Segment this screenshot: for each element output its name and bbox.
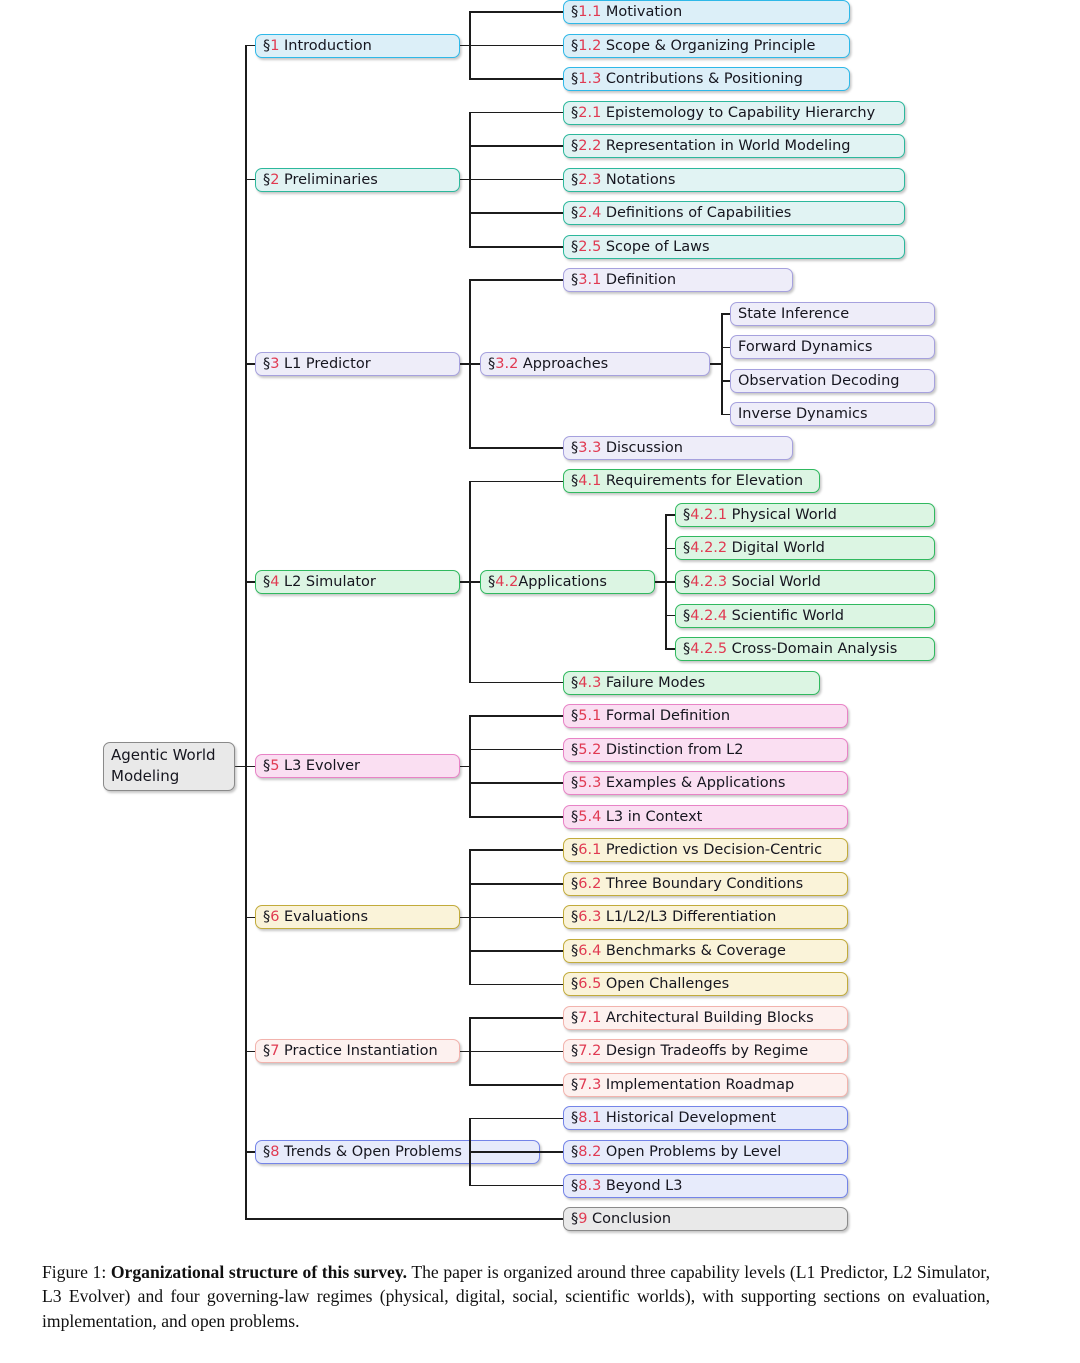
tree-connector xyxy=(470,45,563,47)
section-mark: § xyxy=(263,574,271,590)
tree-connector xyxy=(470,145,563,147)
tree-connector xyxy=(470,883,563,885)
section-number: 4.2.1 xyxy=(690,506,728,523)
section-number: 6.5 xyxy=(578,976,602,993)
section-number: 7.3 xyxy=(578,1076,602,1093)
node-title: State Inference xyxy=(738,305,850,322)
section-mark: § xyxy=(263,1043,271,1060)
node-title: Benchmarks & Coverage xyxy=(605,942,786,959)
node-title: Physical World xyxy=(731,506,837,523)
tree-connector xyxy=(722,347,730,349)
tree-connector xyxy=(666,648,675,650)
section-number: 8.3 xyxy=(578,1177,602,1194)
node-title: Contributions & Positioning xyxy=(605,71,803,88)
tree-connector xyxy=(235,766,246,768)
section-mark: § xyxy=(571,1211,579,1228)
section-mark: § xyxy=(683,574,691,590)
tree-connector xyxy=(470,481,563,483)
tree-node-5-3 xyxy=(563,771,848,795)
section-number: 4.2.4 xyxy=(690,607,728,624)
section-number: 4.1 xyxy=(578,473,602,490)
tree-node-3-3 xyxy=(563,436,793,460)
tree-node-5-1 xyxy=(563,704,848,728)
node-title: Scientific World xyxy=(731,607,844,624)
section-mark: § xyxy=(683,540,691,557)
section-mark: § xyxy=(571,138,579,155)
tree-connector xyxy=(470,950,563,952)
node-title: Failure Modes xyxy=(605,674,706,691)
tree-node-4-1 xyxy=(563,469,820,493)
section-number: 6.4 xyxy=(578,942,602,959)
tree-connector xyxy=(722,313,730,315)
section-number: 8.2 xyxy=(578,1144,602,1161)
node-title: Definitions of Capabilities xyxy=(605,205,792,222)
node-title: Observation Decoding xyxy=(738,372,900,389)
section-mark: § xyxy=(571,171,579,188)
section-mark: § xyxy=(571,741,579,758)
section-number: 1.2 xyxy=(578,37,602,54)
section-number: 5.1 xyxy=(578,708,602,725)
section-mark: § xyxy=(571,1177,579,1194)
node-title: Trends & Open Problems xyxy=(283,1144,462,1161)
node-title: Notations xyxy=(605,171,676,188)
tree-connector xyxy=(470,984,563,986)
section-mark: § xyxy=(683,641,691,658)
section-number: 4.2.2 xyxy=(690,540,728,557)
node-title: Distinction from L2 xyxy=(605,741,744,758)
tree-node-9 xyxy=(563,1207,848,1231)
section-number: 4.2.3 xyxy=(690,574,728,590)
section-mark: § xyxy=(571,775,579,792)
section-mark: § xyxy=(263,37,271,54)
node-title: Implementation Roadmap xyxy=(605,1076,795,1093)
tree-connector xyxy=(470,816,563,818)
tree-node-2 xyxy=(255,168,460,192)
tree-node-7-2 xyxy=(563,1039,848,1063)
section-number: 4 xyxy=(270,574,280,590)
tree-node-3-2 xyxy=(480,352,710,376)
tree-connector xyxy=(246,766,255,768)
section-number: 4.2 xyxy=(495,574,519,590)
node-title: L3 in Context xyxy=(605,808,703,825)
section-mark: § xyxy=(488,356,496,373)
section-number: 2.1 xyxy=(578,104,602,121)
node-title: Requirements for Elevation xyxy=(605,473,804,490)
caption-title: Organizational structure of this survey. xyxy=(110,1262,408,1282)
section-number: 2.2 xyxy=(578,138,602,155)
section-number: 6.1 xyxy=(578,842,602,859)
section-mark: § xyxy=(571,976,579,993)
tree-node-2-4 xyxy=(563,201,905,225)
tree-node-4-2 xyxy=(480,570,655,594)
tree-connector xyxy=(246,45,255,47)
section-mark: § xyxy=(571,1043,579,1060)
tree-node-forward-dynamics xyxy=(730,335,935,359)
tree-node-2-2 xyxy=(563,134,905,158)
section-number: 6.3 xyxy=(578,909,602,926)
tree-node-2-1 xyxy=(563,101,905,125)
tree-node-state-inference xyxy=(730,302,935,326)
tree-connector xyxy=(722,414,730,416)
tree-node-7 xyxy=(255,1039,460,1063)
tree-connector xyxy=(470,279,563,281)
tree-connector xyxy=(470,849,563,851)
tree-connector xyxy=(246,917,255,919)
tree-connector xyxy=(722,380,730,382)
tree-connector xyxy=(246,1051,255,1053)
section-mark: § xyxy=(263,1144,271,1161)
section-number: 5.3 xyxy=(578,775,602,792)
tree-node-6-3 xyxy=(563,905,848,929)
tree-connector xyxy=(470,1185,563,1187)
tree-connector xyxy=(470,1017,563,1019)
section-mark: § xyxy=(571,272,579,289)
tree-connector xyxy=(246,363,255,365)
node-title: Open Problems by Level xyxy=(605,1144,782,1161)
section-mark: § xyxy=(571,674,579,691)
tree-connector xyxy=(245,45,247,1220)
node-title: Applications xyxy=(518,574,607,590)
node-title: Introduction xyxy=(283,37,372,54)
tree-node-6-1 xyxy=(563,838,848,862)
section-number: 7 xyxy=(270,1043,280,1060)
section-number: 2 xyxy=(270,171,280,188)
section-number: 2.3 xyxy=(578,171,602,188)
tree-connector xyxy=(246,581,255,583)
section-mark: § xyxy=(263,356,271,373)
caption-body: The paper is organized around three capability levels (L1 Predictor, L2 Simulator, L3 Evolver) and four governing-law regimes (physical, digital, social, scientific worlds), with supporting sections on evaluation, implementation, and open problems. xyxy=(42,1262,990,1331)
tree-connector xyxy=(470,78,563,80)
section-number: 5.2 xyxy=(578,741,602,758)
section-mark: § xyxy=(683,506,691,523)
tree-node-6-2 xyxy=(563,872,848,896)
tree-node-7-1 xyxy=(563,1006,848,1030)
section-number: 4.3 xyxy=(578,674,602,691)
section-mark: § xyxy=(263,171,271,188)
tree-connector xyxy=(470,581,480,583)
section-number: 5.4 xyxy=(578,808,602,825)
section-mark: § xyxy=(488,574,496,590)
node-title: Digital World xyxy=(731,540,825,557)
node-title: Scope of Laws xyxy=(605,238,710,255)
node-title: Three Boundary Conditions xyxy=(605,875,804,892)
node-title: Inverse Dynamics xyxy=(738,406,868,423)
tree-connector xyxy=(470,179,563,181)
tree-node-5-4 xyxy=(563,805,848,829)
node-title: Examples & Applications xyxy=(605,775,786,792)
tree-node-1-2 xyxy=(563,34,850,58)
tree-connector xyxy=(470,212,563,214)
tree-connector xyxy=(710,363,722,365)
section-mark: § xyxy=(571,4,579,20)
tree-node-inverse-dynamics xyxy=(730,402,935,426)
tree-node-5 xyxy=(255,754,460,778)
section-number: 1.3 xyxy=(578,71,602,88)
node-title: Architectural Building Blocks xyxy=(605,1009,814,1026)
tree-connector xyxy=(470,917,563,919)
node-title: L1 Predictor xyxy=(283,356,371,373)
tree-root-node xyxy=(103,742,235,791)
tree-connector xyxy=(666,615,675,617)
node-title: Scope & Organizing Principle xyxy=(605,37,816,54)
node-title: Design Tradeoffs by Regime xyxy=(605,1043,809,1060)
tree-node-8-3 xyxy=(563,1174,848,1198)
section-number: 2.4 xyxy=(578,205,602,222)
section-mark: § xyxy=(571,439,579,456)
tree-connector xyxy=(470,447,563,449)
section-mark: § xyxy=(263,758,271,775)
section-number: 3 xyxy=(270,356,280,373)
node-title: Representation in World Modeling xyxy=(605,138,851,155)
node-title: Formal Definition xyxy=(605,708,731,725)
tree-node-6-5 xyxy=(563,972,848,996)
node-title: Conclusion xyxy=(591,1211,672,1228)
section-number: 1 xyxy=(270,37,280,54)
root-title: Agentic World Modeling xyxy=(111,745,216,785)
tree-node-8-2 xyxy=(563,1140,848,1164)
section-mark: § xyxy=(571,1144,579,1161)
tree-node-4-3 xyxy=(563,671,820,695)
tree-node-4-2-5 xyxy=(675,637,935,661)
node-title: L3 Evolver xyxy=(283,758,361,775)
section-number: 7.1 xyxy=(578,1009,602,1026)
node-title: Preliminaries xyxy=(283,171,378,188)
tree-node-8-1 xyxy=(563,1106,848,1130)
tree-node-3 xyxy=(255,352,460,376)
tree-node-4-2-3 xyxy=(675,570,935,594)
tree-connector xyxy=(666,581,675,583)
node-title: Evaluations xyxy=(283,909,369,926)
node-title: Forward Dynamics xyxy=(738,339,873,356)
tree-node-4-2-1 xyxy=(675,503,935,527)
tree-connector xyxy=(470,11,563,13)
node-title: Beyond L3 xyxy=(605,1177,683,1194)
node-title: Practice Instantiation xyxy=(283,1043,438,1060)
node-title: Motivation xyxy=(605,4,683,20)
section-mark: § xyxy=(571,708,579,725)
section-mark: § xyxy=(571,104,579,121)
tree-node-1 xyxy=(255,34,460,58)
tree-connector xyxy=(470,1051,563,1053)
section-mark: § xyxy=(571,205,579,222)
tree-node-6-4 xyxy=(563,939,848,963)
section-number: 5 xyxy=(270,758,280,775)
section-number: 8 xyxy=(270,1144,280,1161)
node-title: Epistemology to Capability Hierarchy xyxy=(605,104,876,121)
tree-connector xyxy=(470,782,563,784)
tree-connector xyxy=(666,514,675,516)
section-mark: § xyxy=(571,238,579,255)
node-title: Prediction vs Decision-Centric xyxy=(605,842,823,859)
tree-node-4 xyxy=(255,570,460,594)
tree-connector xyxy=(470,749,563,751)
node-title: Discussion xyxy=(605,439,683,456)
tree-node-5-2 xyxy=(563,738,848,762)
tree-connector xyxy=(721,313,723,415)
node-title: L1/L2/L3 Differentiation xyxy=(605,909,777,926)
section-mark: § xyxy=(571,1110,579,1127)
section-mark: § xyxy=(571,71,579,88)
section-mark: § xyxy=(571,909,579,926)
tree-node-2-5 xyxy=(563,235,905,259)
section-mark: § xyxy=(571,37,579,54)
tree-connector xyxy=(470,715,563,717)
caption-figure-label: Figure 1: xyxy=(42,1262,107,1282)
tree-node-7-3 xyxy=(563,1073,848,1097)
tree-connector xyxy=(469,715,471,817)
section-mark: § xyxy=(571,1009,579,1026)
section-number: 1.1 xyxy=(578,4,602,20)
tree-connector xyxy=(470,1151,563,1153)
section-mark: § xyxy=(571,942,579,959)
section-mark: § xyxy=(571,875,579,892)
tree-connector xyxy=(470,112,563,114)
section-number: 3.2 xyxy=(495,356,519,373)
tree-connector xyxy=(246,1151,255,1153)
tree-connector xyxy=(246,179,255,181)
node-title: Historical Development xyxy=(605,1110,776,1127)
tree-connector xyxy=(470,682,563,684)
tree-node-4-2-4 xyxy=(675,604,935,628)
node-title: Open Challenges xyxy=(605,976,730,993)
section-number: 8.1 xyxy=(578,1110,602,1127)
tree-node-4-2-2 xyxy=(675,536,935,560)
section-number: 9 xyxy=(578,1211,588,1228)
section-mark: § xyxy=(683,607,691,624)
section-number: 2.5 xyxy=(578,238,602,255)
node-title: Definition xyxy=(605,272,677,289)
tree-node-6 xyxy=(255,905,460,929)
tree-connector xyxy=(470,246,563,248)
section-mark: § xyxy=(571,1076,579,1093)
tree-node-2-3 xyxy=(563,168,905,192)
section-number: 3.3 xyxy=(578,439,602,456)
section-mark: § xyxy=(571,842,579,859)
section-number: 6 xyxy=(270,909,280,926)
section-mark: § xyxy=(263,909,271,926)
tree-connector xyxy=(470,1118,563,1120)
tree-node-1-3 xyxy=(563,67,850,91)
tree-connector xyxy=(470,1084,563,1086)
node-title: L2 Simulator xyxy=(283,574,376,590)
section-mark: § xyxy=(571,808,579,825)
section-number: 3.1 xyxy=(578,272,602,289)
node-title: Cross-Domain Analysis xyxy=(731,641,898,658)
section-mark: § xyxy=(571,473,579,490)
tree-node-1-1 xyxy=(563,0,850,24)
section-number: 6.2 xyxy=(578,875,602,892)
figure-caption xyxy=(42,1260,990,1333)
tree-connector xyxy=(470,363,480,365)
tree-node-observation-decoding xyxy=(730,369,935,393)
section-number: 7.2 xyxy=(578,1043,602,1060)
node-title: Social World xyxy=(731,574,821,590)
tree-connector xyxy=(666,548,675,550)
tree-node-3-1 xyxy=(563,268,793,292)
node-title: Approaches xyxy=(522,356,609,373)
section-number: 4.2.5 xyxy=(690,641,728,658)
tree-connector xyxy=(246,1218,563,1220)
